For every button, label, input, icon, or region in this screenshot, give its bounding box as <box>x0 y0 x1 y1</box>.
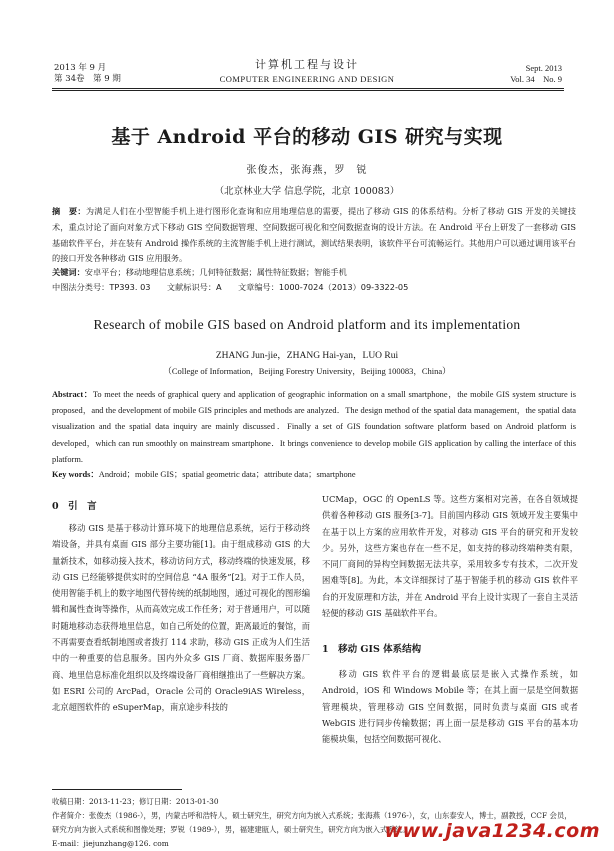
authors-en: ZHANG Jun-jie，ZHANG Hai-yan，LUO Rui <box>215 351 399 361</box>
section-heading-architecture: 1 移动 GIS 体系结构 <box>322 644 422 655</box>
keywords-en <box>52 468 576 480</box>
keywords-en-text: Android；mobile GIS；spatial geometric data；attribute data；smartphone <box>98 470 356 479</box>
abstract-en-label: Abstract： <box>52 390 93 399</box>
architecture-paragraph: 移动 GIS 软件平台的逻辑最底层是嵌入式操作系统，如 Android，iOS 和 Windows Mobile 等；在其上面一层是空间数据管理模块，管理移动 GIS 空间数据，同时负责与桌面 GIS 或者 WebGIS 进行同步传输数据；再上面一层是移动 GIS 平台的基本功能模块集，包括空间数据可视化、 <box>322 669 578 745</box>
journal-name-cn: 计算机工程与设计 <box>255 58 359 71</box>
introduction-body-continued <box>322 491 578 621</box>
header-rule <box>52 88 564 89</box>
journal-date-en: Sept. 2013 <box>525 63 562 73</box>
section-heading-introduction: 0 引 言 <box>52 501 97 512</box>
journal-date: 2013 年 9 月 <box>54 63 107 73</box>
architecture-body <box>322 666 578 747</box>
paper-title-cn: 基于 Android 平台的移动 GIS 研究与实现 <box>111 126 503 148</box>
abstract-en-text: To meet the needs of graphical query and application of geographic information on a small smartphone，the mobile GIS system structure is proposed，and the development of mobile GIS principles and methods are analyzed．The design method of the spatial data management，the spatial data visualization and the spatial data inquiry are mainly discussed．Finally a set of GIS foundation software platform based on Android platform is developed，which can run smoothly on mainstream smartphone．It brings convenience to develop mobile GIS application by calling the interface of this platform. <box>52 390 576 464</box>
paper-title-en: Research of mobile GIS based on Android platform and its implementation <box>93 317 521 332</box>
affiliation-cn: （北京林业大学 信息学院，北京 100083） <box>214 186 400 197</box>
abstract-cn <box>52 204 576 267</box>
authors-cn: 张俊杰，张海燕，罗 锐 <box>246 165 368 176</box>
keywords-cn-label: 关键词： <box>52 267 85 277</box>
footnote-author-bio: 作者简介：张俊杰（1986-），男，内蒙古呼和浩特人，硕士研究生，研究方向为嵌入式系统；张海燕（1976-），女，山东泰安人，博士，副教授，CCF 会员，研究方向为嵌入式系统和图像处理；罗锐（1989-），男，福建建瓯人，硕士研究生，研究方向为嵌入式系统。 <box>52 811 572 834</box>
footnote-dates: 收稿日期：2013-11-23；修订日期：2013-01-30 <box>52 797 219 806</box>
header-rule-thin <box>52 90 564 91</box>
footnote-rule <box>52 789 182 790</box>
journal-volume-en: Vol. 34 No. 9 <box>510 74 562 84</box>
introduction-body <box>52 520 310 716</box>
footnote-email: E-mail：jiejunzhang@126. com <box>52 839 169 848</box>
keywords-en-label: Key words： <box>52 470 99 479</box>
abstract-cn-label: 摘 要： <box>52 206 86 216</box>
affiliation-en: （College of Information，Beijing Forestry University，Beijing 100083，China） <box>163 366 451 376</box>
journal-name-en: COMPUTER ENGINEERING AND DESIGN <box>219 74 395 84</box>
abstract-cn-text: 为满足人们在小型智能手机上进行图形化查询和应用地理信息的需要，提出了移动 GIS 的体系结构。分析了移动 GIS 开发的关键技术，重点讨论了面向对象方式下移动 GIS 空间数据管理、空间数据可视化和空间数据查询的设计方法。在 Android 平台上研发了一套移动 GIS 基础软件平台，并在装有 Android 操作系统的主流智能手机上进行测试，测试结果表明，该软件平台可流畅运行。其他用户可以通过调用该平台的接口开发各种移动 GIS 应用服务。 <box>52 206 576 264</box>
journal-volume: 第 34卷 第 9 期 <box>54 74 121 84</box>
keywords-cn-text: 安卓平台；移动地理信息系统；几何特征数据；属性特征数据；智能手机 <box>84 267 347 277</box>
introduction-paragraph-continued: UCMap，OGC 的 OpenLS 等。这些方案相对完善，在各自领域提供着各种移动 GIS 服务[3-7]。目前国内移动 GIS 领域开发主要集中在基于以上方案的应用软件开发，对移动 GIS 平台的研究和开发较少。另外，这些方案也存在一些不足，如支持的移动终端种类有限，不同厂商间的异构空间数据无法共享，采用较多专有技术，二次开发困难等[8]。为此，本文详细探讨了基于智能手机的移动 GIS 软件平台的开发原理和方法，并在 Android 平台上设计实现了一套自主灵活轻便的移动 GIS 基础软件平台。 <box>322 494 578 619</box>
introduction-paragraph: 移动 GIS 是基于移动计算环境下的地理信息系统，运行于移动终端设备，并具有桌面 GIS 部分主要功能[1]。由于组成移动 GIS 的大量新技术，如移动接入技术，移动访问方式，移动终端的快速发展，移动 GIS 已经能够提供实时的空间信息 “4A 服务”[2]。对于工作人员，使用智能手机上的数字地图代替传统的纸制地图，通过可视化的图形编辑和属性查询等操作，从而高效完成工作任务；对于普通用户，可以随时随地移动态获得地里信息，如自己所处的位置，距离最近的餐馆，而不再需要查看纸制地图或者拨打 114 求助，移动 GIS 正成为人们生活中的一种重要的信息服务。国内外众多 GIS 厂商、数据库服务器厂商、地里信息标准化组织以及终端设备厂商相继推出了一些解决方案。如 ESRI 公司的 ArcPad，Oracle 公司的 Oracle9iAS Wireless，北京超图软件的 eSuperMap，南京途步科技的 <box>52 523 310 713</box>
watermark-text: www.java1234.com <box>384 820 600 842</box>
abstract-en <box>52 387 576 468</box>
keywords-cn <box>52 267 576 278</box>
journal-date-volume-en <box>510 63 562 85</box>
classification-cn: 中图法分类号：TP393. 03 文献标识号：A 文章编号：1000-7024（2013）09-3322-05 <box>52 282 409 292</box>
